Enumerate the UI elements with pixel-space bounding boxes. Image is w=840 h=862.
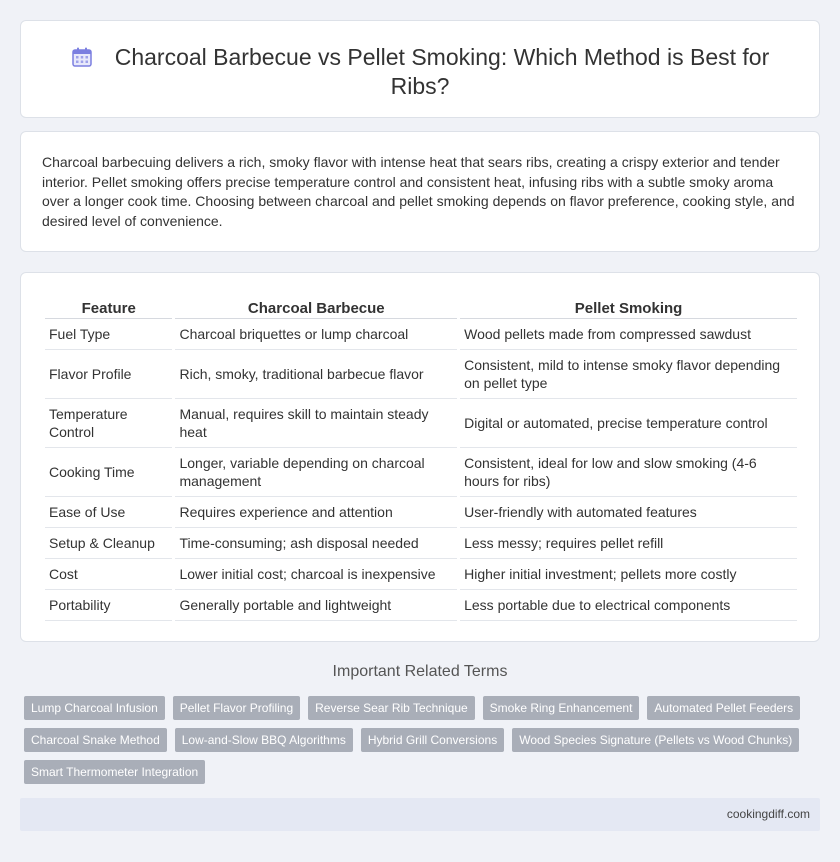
footer-bar — [20, 798, 820, 831]
table-header-row — [45, 296, 797, 319]
table-row — [45, 350, 797, 399]
cell-charcoal: Requires experience and attention — [175, 497, 457, 528]
cell-pellet: Digital or automated, precise temperature control — [460, 399, 797, 448]
cell-charcoal: Manual, requires skill to maintain steady heat — [175, 399, 457, 448]
cell-pellet: Less portable due to electrical components — [460, 590, 797, 621]
header-pellet: Pellet Smoking — [460, 296, 797, 319]
related-term-tag[interactable]: Low-and-Slow BBQ Algorithms — [175, 728, 353, 752]
related-term-tag[interactable]: Lump Charcoal Infusion — [24, 696, 165, 720]
header-charcoal: Charcoal Barbecue — [175, 296, 457, 319]
related-terms-heading: Important Related Terms — [332, 663, 508, 680]
cell-pellet: Consistent, ideal for low and slow smoking (4-6 hours for ribs) — [460, 448, 797, 497]
related-terms-list — [24, 696, 816, 784]
table-row — [45, 319, 797, 350]
table-row — [45, 448, 797, 497]
cell-charcoal: Charcoal briquettes or lump charcoal — [175, 319, 457, 350]
cell-charcoal: Time-consuming; ash disposal needed — [175, 528, 457, 559]
table-row — [45, 528, 797, 559]
related-term-tag[interactable]: Hybrid Grill Conversions — [361, 728, 504, 752]
cell-feature: Setup & Cleanup — [45, 528, 172, 559]
title-card — [20, 20, 820, 118]
cell-pellet: User-friendly with automated features — [460, 497, 797, 528]
table-row — [45, 590, 797, 621]
cell-pellet: Higher initial investment; pellets more costly — [460, 559, 797, 590]
related-term-tag[interactable]: Automated Pellet Feeders — [647, 696, 800, 720]
page-title — [61, 43, 779, 101]
cell-feature: Portability — [45, 590, 172, 621]
footer-site-link[interactable]: cookingdiff.com — [726, 807, 810, 821]
intro-paragraph: Charcoal barbecuing delivers a rich, smoky flavor with intense heat that sears ribs, creating a crispy exterior and tender interior. Pellet smoking offers precise temperature control and consistent heat, infusing ribs with a subtle smoky aroma over a longer cook time. Choosing between charcoal and pellet smoking depends on flavor preference, cooking style, and desired level of convenience. — [42, 154, 795, 229]
related-term-tag[interactable]: Smart Thermometer Integration — [24, 760, 205, 784]
related-term-tag[interactable]: Wood Species Signature (Pellets vs Wood Chunks) — [512, 728, 799, 752]
cell-charcoal: Lower initial cost; charcoal is inexpensive — [175, 559, 457, 590]
table-row — [45, 559, 797, 590]
table-row — [45, 497, 797, 528]
related-term-tag[interactable]: Reverse Sear Rib Technique — [308, 696, 475, 720]
cell-feature: Cost — [45, 559, 172, 590]
cell-charcoal: Longer, variable depending on charcoal management — [175, 448, 457, 497]
cell-charcoal: Generally portable and lightweight — [175, 590, 457, 621]
calendar-icon — [71, 46, 93, 68]
page-title-text: Charcoal Barbecue vs Pellet Smoking: Which Method is Best for Ribs? — [114, 44, 770, 99]
intro-card — [20, 131, 820, 252]
comparison-card — [20, 272, 820, 642]
comparison-table — [42, 296, 800, 621]
related-term-tag[interactable]: Charcoal Snake Method — [24, 728, 167, 752]
cell-feature: Fuel Type — [45, 319, 172, 350]
cell-pellet: Less messy; requires pellet refill — [460, 528, 797, 559]
cell-feature: Ease of Use — [45, 497, 172, 528]
cell-pellet: Consistent, mild to intense smoky flavor depending on pellet type — [460, 350, 797, 399]
table-row — [45, 399, 797, 448]
cell-feature: Temperature Control — [45, 399, 172, 448]
cell-feature: Flavor Profile — [45, 350, 172, 399]
cell-pellet: Wood pellets made from compressed sawdust — [460, 319, 797, 350]
cell-charcoal: Rich, smoky, traditional barbecue flavor — [175, 350, 457, 399]
cell-feature: Cooking Time — [45, 448, 172, 497]
header-feature: Feature — [45, 296, 172, 319]
related-term-tag[interactable]: Pellet Flavor Profiling — [173, 696, 300, 720]
related-term-tag[interactable]: Smoke Ring Enhancement — [483, 696, 640, 720]
